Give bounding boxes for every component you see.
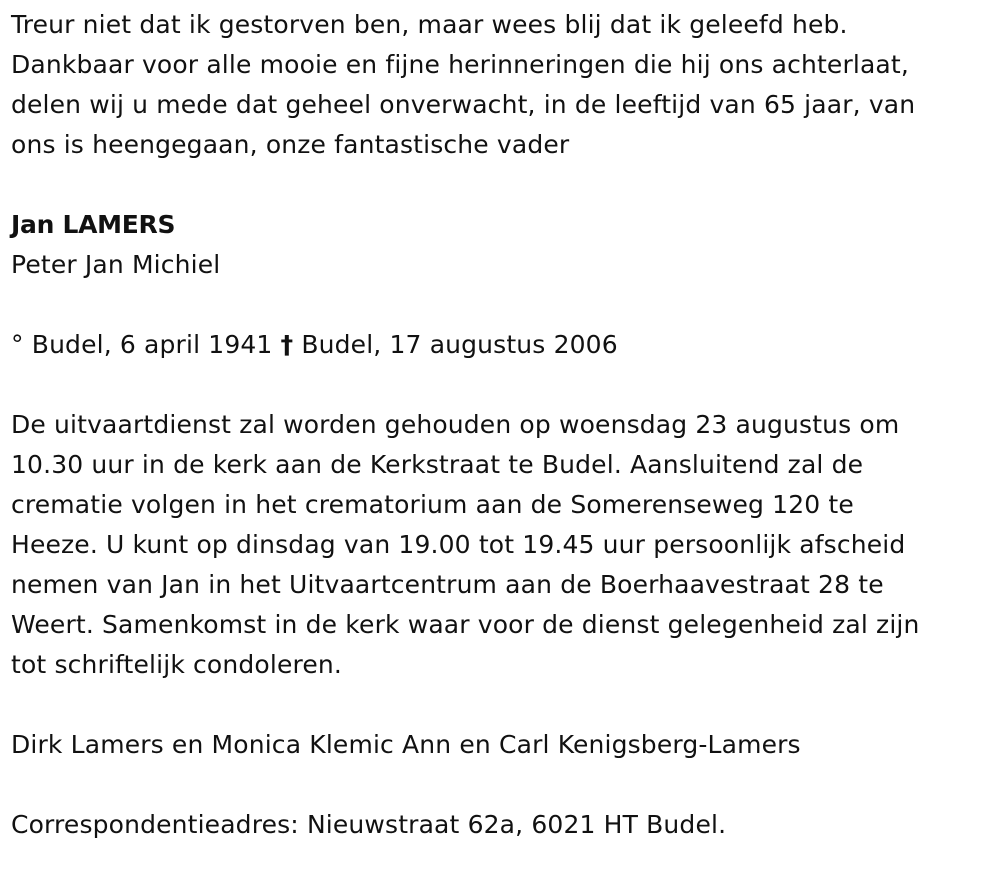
intro-line: Dankbaar voor alle mooie en fijne herinneringen die hij ons achterlaat, (11, 50, 909, 79)
intro-line: ons is heengegaan, onze fantastische vader (11, 130, 570, 159)
family-names: Dirk Lamers en Monica Klemic Ann en Carl Kenigsberg-Lamers (11, 730, 801, 759)
cross-icon: † (280, 330, 294, 359)
service-line: 10.30 uur in de kerk aan de Kerkstraat te Budel. Aansluitend zal de (11, 450, 864, 479)
spacer (11, 685, 991, 725)
service-paragraph (11, 405, 991, 685)
spacer (11, 165, 991, 205)
correspondence-address: Correspondentieadres: Nieuwstraat 62a, 6021 HT Budel. (11, 810, 727, 839)
intro-line: delen wij u mede dat geheel onverwacht, in de leeftijd van 65 jaar, van (11, 90, 916, 119)
birth-info: Budel, 6 april 1941 (31, 330, 273, 359)
deceased-given-names: Peter Jan Michiel (11, 250, 221, 279)
life-dates (11, 325, 991, 365)
intro-line: Treur niet dat ik gestorven ben, maar wees blij dat ik geleefd heb. (11, 10, 848, 39)
service-line: tot schriftelijk condoleren. (11, 650, 342, 679)
spacer (11, 365, 991, 405)
birth-symbol-icon: ° (11, 330, 24, 359)
spacer (11, 765, 991, 805)
service-line: Heeze. U kunt op dinsdag van 19.00 tot 19.45 uur persoonlijk afscheid (11, 530, 906, 559)
spacer (11, 285, 991, 325)
intro-paragraph (11, 5, 991, 165)
service-line: Weert. Samenkomst in de kerk waar voor de dienst gelegenheid zal zijn (11, 610, 920, 639)
service-line: nemen van Jan in het Uitvaartcentrum aan de Boerhaavestraat 28 te (11, 570, 884, 599)
death-info: Budel, 17 augustus 2006 (301, 330, 618, 359)
deceased-name: Jan LAMERS (11, 210, 176, 239)
service-line: crematie volgen in het crematorium aan de Somerenseweg 120 te (11, 490, 854, 519)
service-line: De uitvaartdienst zal worden gehouden op woensdag 23 augustus om (11, 410, 900, 439)
